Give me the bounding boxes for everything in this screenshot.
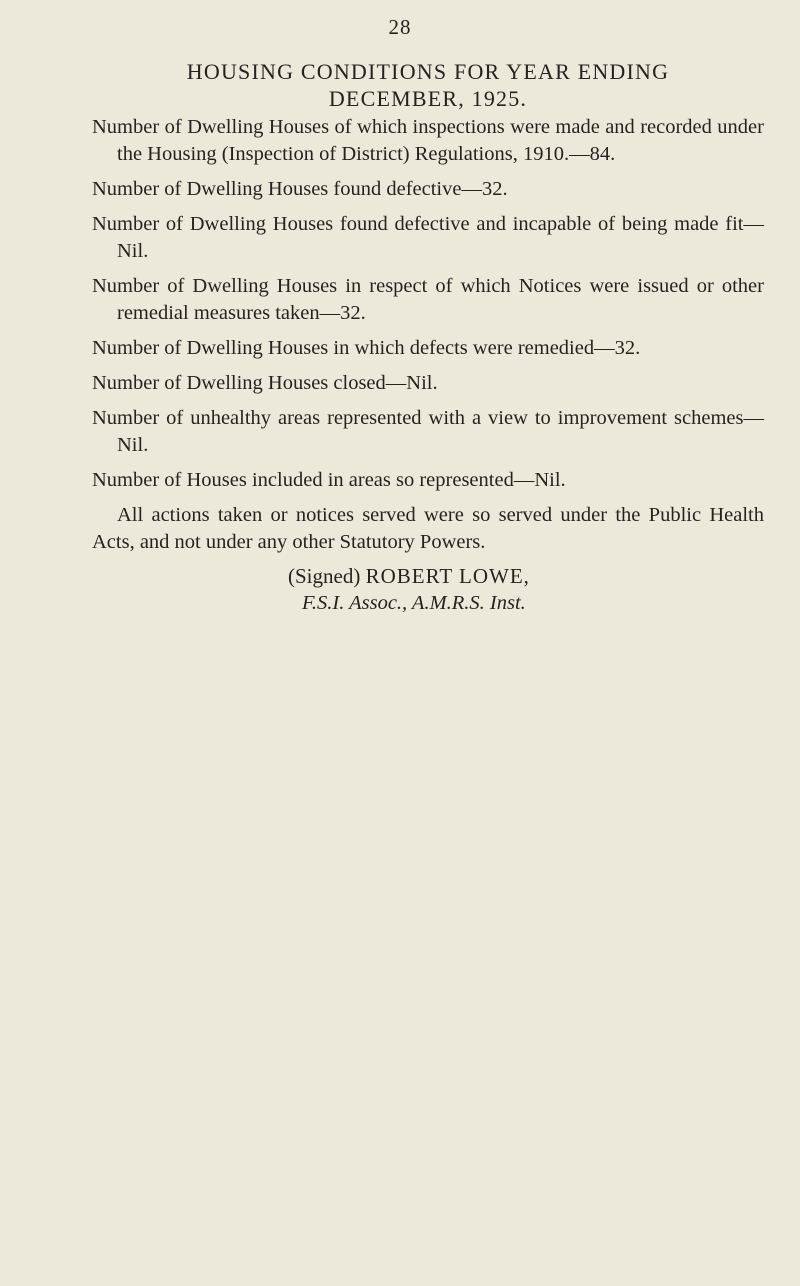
- title-line-2: DECEMBER, 1925.: [328, 86, 528, 111]
- document-title: [92, 58, 764, 112]
- signed-label: (Signed): [288, 564, 361, 588]
- signatory-qualifications: F.S.I. Assoc., A.M.R.S. Inst.: [302, 592, 526, 614]
- statistic-unhealthy-areas: Number of unhealthy areas represented with a view to improvement schemes—Nil.: [92, 407, 764, 456]
- statistic-houses-in-areas: Number of Houses included in areas so represented—Nil.: [92, 469, 566, 491]
- statistic-houses-unfit: Number of Dwelling Houses found defective and incapable of being made fit—Nil.: [92, 213, 764, 262]
- statistic-inspections-made: Number of Dwelling Houses of which inspections were made and recorded under the Housing (Inspection of District) Regulations, 1910.—84.: [92, 116, 764, 165]
- document-body: [92, 58, 764, 616]
- statistic-defects-remedied: Number of Dwelling Houses in which defects were remedied—32.: [92, 337, 641, 359]
- statistics-list: [92, 114, 764, 494]
- page-number: 28: [388, 15, 412, 39]
- signature-block: [288, 562, 764, 590]
- signatory-name: ROBERT LOWE,: [365, 564, 530, 588]
- statutory-statement: All actions taken or notices served were so served under the Public Health Acts, and not under any other Statutory Powers.: [92, 504, 764, 553]
- statistic-houses-closed: Number of Dwelling Houses closed—Nil.: [92, 372, 438, 394]
- title-line-1: HOUSING CONDITIONS FOR YEAR ENDING: [186, 59, 670, 84]
- statistic-houses-defective: Number of Dwelling Houses found defective—32.: [92, 178, 508, 200]
- statistic-notices-issued: Number of Dwelling Houses in respect of which Notices were issued or other remedial measures taken—32.: [92, 275, 764, 324]
